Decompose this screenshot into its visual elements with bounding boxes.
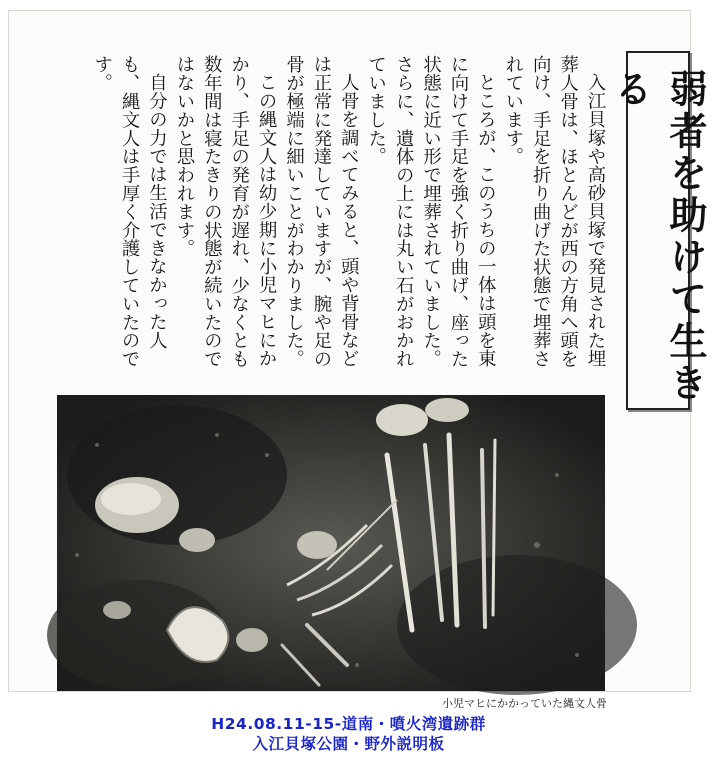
body-paragraph: 入江貝塚や高砂貝塚で発見された埋葬人骨は、ほとんどが西の方角へ頭を向け、手足を折り曲げた状態で埋葬されています。	[502, 55, 606, 368]
explanation-board	[8, 10, 708, 710]
body-paragraph: ところが、このうちの一体は頭を東に向けて手足を強く折り曲げ、座った状態に近い形で埋葬されていました。さらに、遺体の上には丸い石がおかれていました。	[365, 55, 497, 368]
body-paragraph: 人骨を調べてみると、頭や背骨などは正常に発達していますが、腕や足の骨が極端に細いことがわかりました。	[283, 55, 360, 368]
skeleton-photo-image	[57, 395, 605, 691]
footer-note	[0, 714, 697, 754]
footer-line: H24.08.11-15-道南・噴火湾遺跡群	[211, 715, 486, 733]
footer-line: 入江貝塚公園・野外説明板	[252, 735, 445, 753]
body-text	[41, 55, 609, 385]
title-box	[608, 51, 708, 410]
body-paragraph: 自分の力では生活できなかった人も、縄文人は手厚く介護していたのです。	[91, 55, 168, 368]
skeleton-photo	[57, 395, 605, 691]
photo-caption: 小児マヒにかかっていた縄文人骨	[442, 697, 607, 710]
body-paragraph: この縄文人は幼少期に小児マヒにかかり、手足の発育が遅れ、少なくとも数年間は寝たきりの状態が続いたのではないかと思われます。	[173, 55, 278, 368]
page-title: 弱者を助けて生きる	[608, 69, 708, 405]
